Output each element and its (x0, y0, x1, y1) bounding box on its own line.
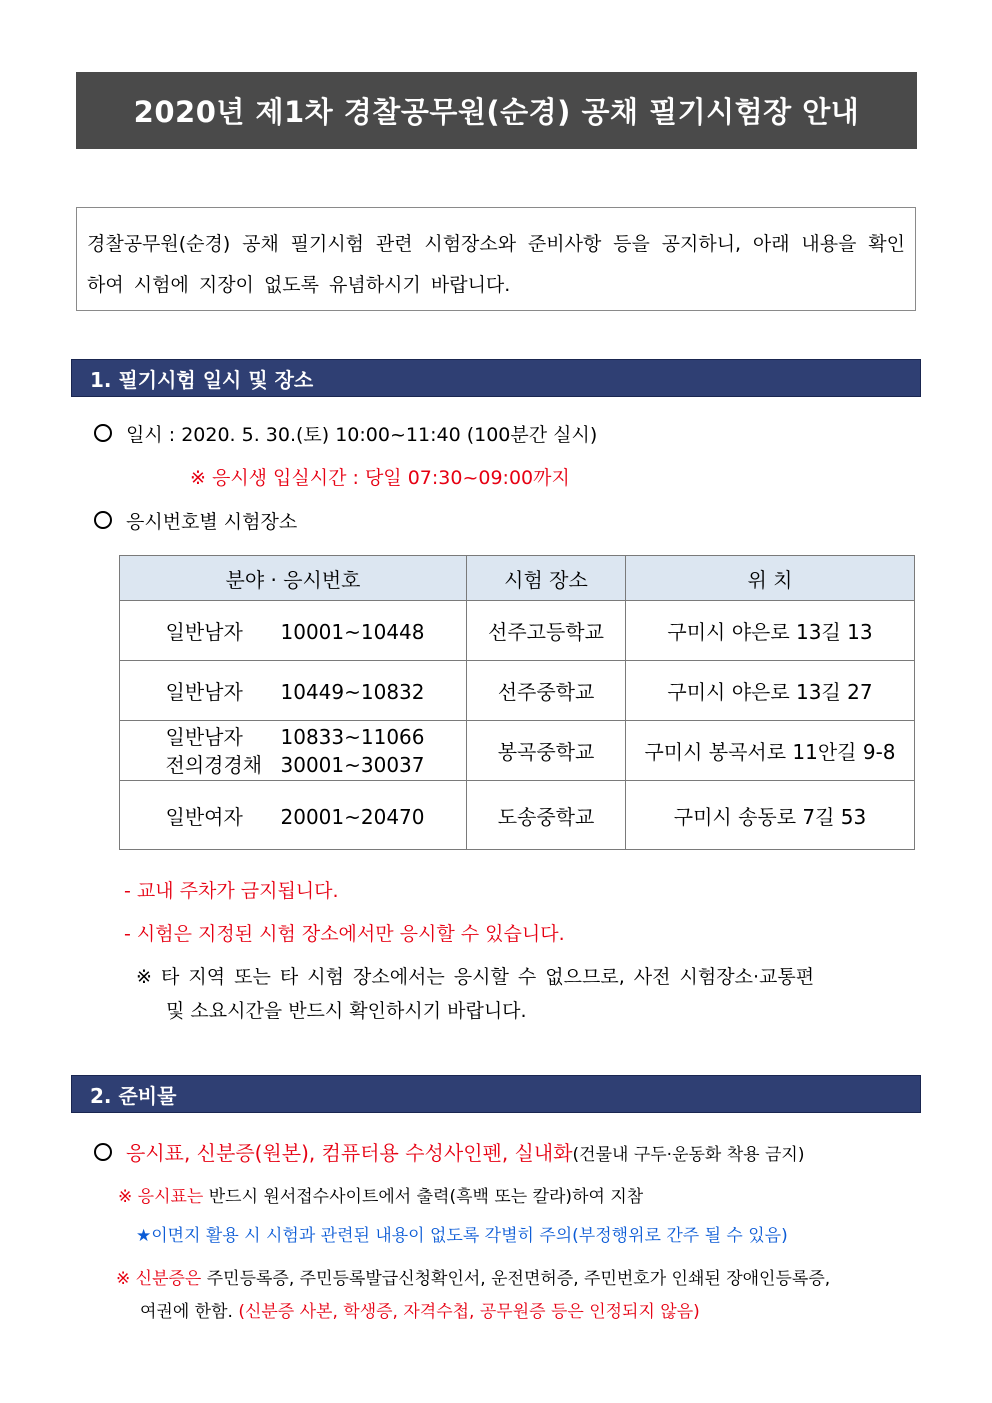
note-other-line-2: 및 소요시간을 반드시 확인하시기 바랍니다. (166, 1000, 527, 1022)
category: 일반남자 (165, 680, 243, 704)
header-venue: 시험 장소 (467, 556, 626, 601)
id-note-line-2 (140, 1297, 700, 1322)
category-cell (120, 601, 467, 661)
category-line (120, 751, 466, 779)
table-row (120, 601, 915, 661)
exam-datetime: 일시 : 2020. 5. 30.(토) 10:00~11:40 (100분간 실시) (126, 424, 598, 446)
materials-required: 응시표, 신분증(원본), 컴퓨터용 수성사인펜, 실내화 (126, 1141, 573, 1165)
category: 일반남자 (165, 620, 243, 644)
id-note-passport: 여권에 한함. (140, 1302, 239, 1322)
number-range: 10449~10832 (280, 680, 425, 704)
section-heading-materials: 2. 준비물 (71, 1075, 921, 1113)
entry-time: ※ 응시생 입실시간 : 당일 07:30~09:00까지 (190, 467, 570, 489)
venue-heading-line (94, 507, 297, 534)
backside-note: ★이면지 활용 시 시험과 관련된 내용이 없도록 각별히 주의(부정행위로 간주 될 수 있음) (136, 1226, 788, 1246)
category-cell (120, 661, 467, 721)
category: 일반여자 (165, 804, 243, 829)
circle-bullet-icon (94, 424, 112, 442)
header-category: 분야 · 응시번호 (120, 556, 467, 601)
note-parking: - 교내 주차가 금지됩니다. (124, 880, 339, 902)
table-row (120, 721, 915, 781)
category-cell (120, 781, 467, 850)
venue-heading: 응시번호별 시험장소 (126, 511, 298, 533)
location-cell: 구미시 봉곡서로 11안길 9-8 (626, 721, 915, 781)
note-other-line-1: ※ 타 지역 또는 타 시험 장소에서는 응시할 수 없으므로, 사전 시험장소·교통편 (136, 966, 815, 988)
section-heading-schedule: 1. 필기시험 일시 및 장소 (71, 359, 921, 397)
materials-line (94, 1137, 804, 1166)
category: 전의경경채 (165, 752, 263, 777)
notice-box: 경찰공무원(순경) 공채 필기시험 관련 시험장소와 준비사항 등을 공지하니, 아래 내용을 확인하여 시험에 지장이 없도록 유념하시기 바랍니다. (76, 207, 916, 311)
venue-cell: 선주고등학교 (467, 601, 626, 661)
venue-cell: 도송중학교 (467, 781, 626, 850)
venue-cell: 봉곡중학교 (467, 721, 626, 781)
table-row (120, 781, 915, 850)
circle-bullet-icon (94, 1143, 112, 1161)
venue-cell: 선주중학교 (467, 661, 626, 721)
ticket-note (118, 1182, 643, 1207)
id-note-text: 주민등록증, 주민등록발급신청확인서, 운전면허증, 주민번호가 인쇄된 장애인등록증, (201, 1269, 831, 1289)
id-note-exclusions: (신분증 사본, 학생증, 자격수첩, 공무원증 등은 인정되지 않음) (238, 1302, 700, 1322)
id-note-line-1 (116, 1264, 830, 1289)
header-location: 위 치 (626, 556, 915, 601)
location-cell: 구미시 야은로 13길 13 (626, 601, 915, 661)
number-range: 10001~10448 (280, 620, 425, 644)
exam-datetime-line (94, 420, 597, 447)
location-cell: 구미시 야은로 13길 27 (626, 661, 915, 721)
id-note-prefix: ※ 신분증은 (116, 1269, 202, 1289)
ticket-note-text: 반드시 원서접수사이트에서 출력(흑백 또는 칼라)하여 지참 (203, 1187, 644, 1207)
venue-table (119, 555, 915, 850)
note-venue: - 시험은 지정된 시험 장소에서만 응시할 수 있습니다. (124, 923, 565, 945)
page-title: 2020년 제1차 경찰공무원(순경) 공채 필기시험장 안내 (76, 72, 917, 149)
number-range: 30001~30037 (280, 752, 425, 777)
ticket-note-prefix: ※ 응시표는 (118, 1187, 204, 1207)
table-row (120, 661, 915, 721)
category-line (120, 723, 466, 751)
materials-note: (건물내 구두·운동화 착용 금지) (572, 1145, 805, 1165)
circle-bullet-icon (94, 511, 112, 529)
category-cell (120, 721, 467, 781)
number-range: 10833~11066 (280, 724, 425, 749)
number-range: 20001~20470 (280, 804, 425, 829)
location-cell: 구미시 송동로 7길 53 (626, 781, 915, 850)
table-header-row (120, 556, 915, 601)
category: 일반남자 (165, 724, 243, 749)
